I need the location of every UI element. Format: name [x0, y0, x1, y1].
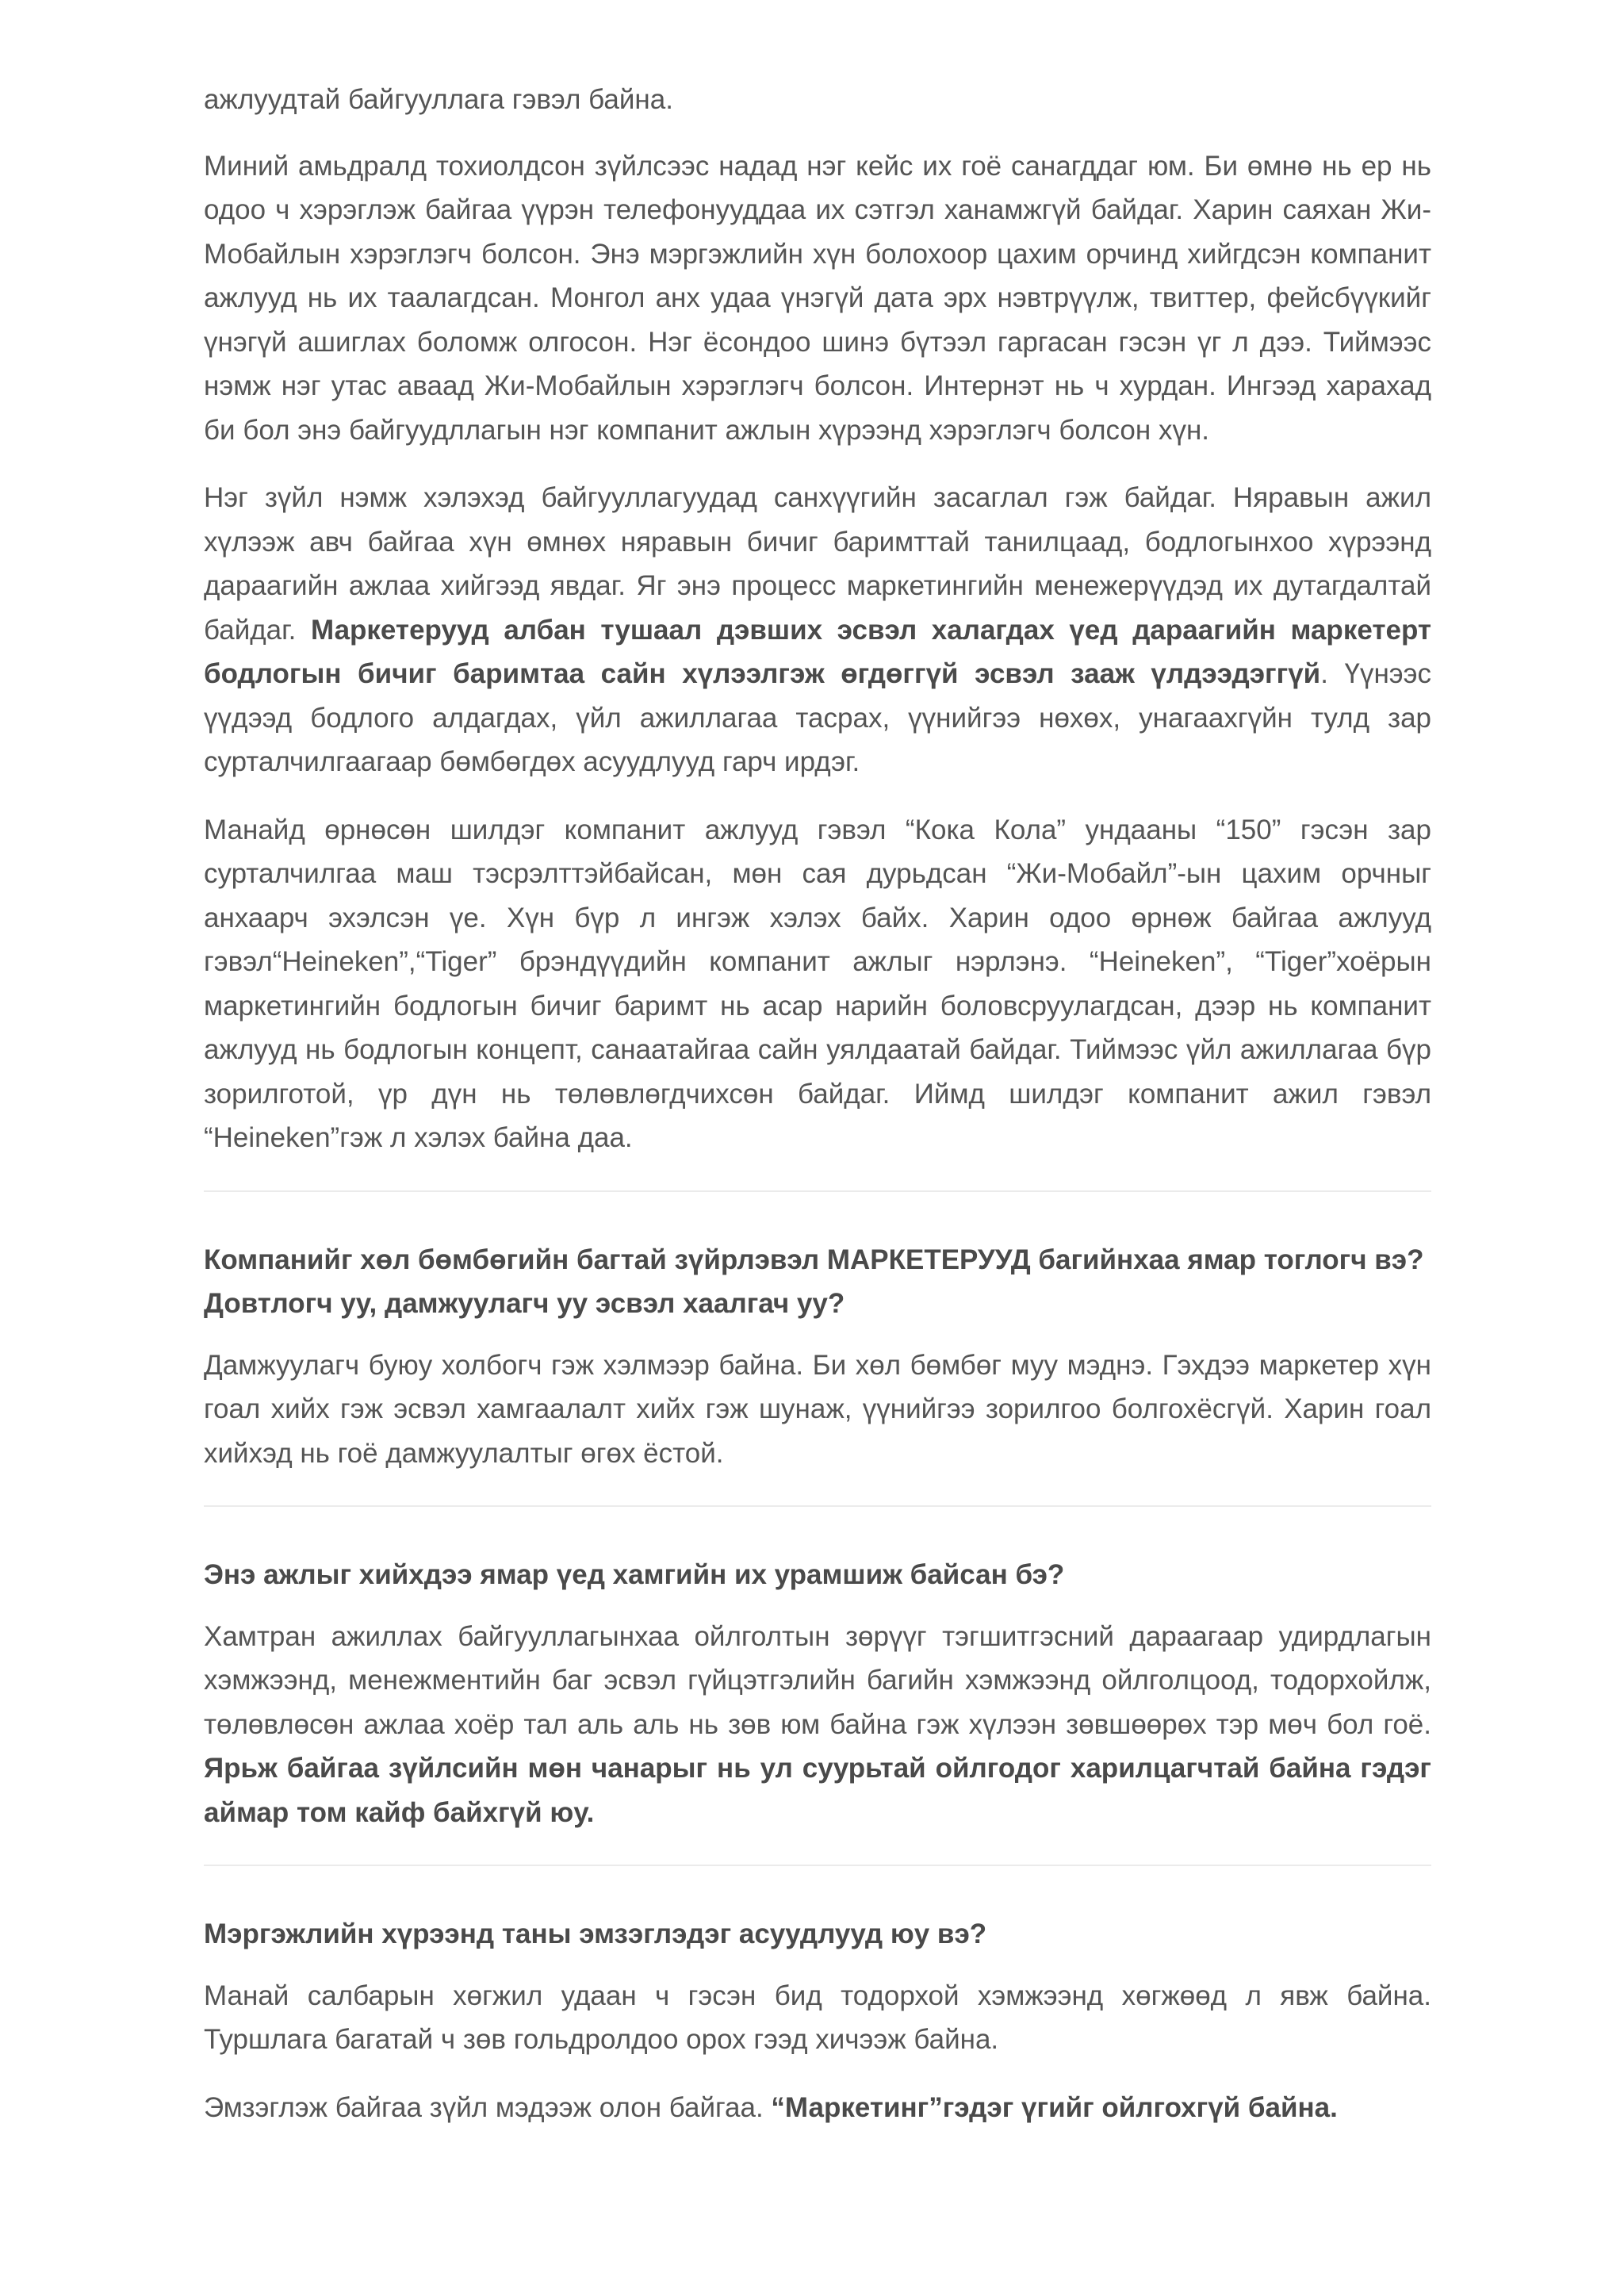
paragraph-case: Миний амьдралд тохиолдсон зүйлсээс надад нэг кейс их гоё санагддаг юм. Би өмнө нь ер нь одоо ч хэрэглэж байгаа үүрэн телефонууддаа их сэтгэл ханамжгүй байдаг. Харин саяхан Жи-Мобайлын хэрэглэгч болсон. Энэ мэргэжлийн хүн болохоор цахим орчинд хийгдсэн компанит ажлууд нь их таалагдсан. Монгол анх удаа үнэгүй дата эрх нэвтрүүлж, твиттер, фейсбүүкийг үнэгүй ашиглах боломж олгосон. Нэг ёсондоо шинэ бүтээл гаргасан гэсэн үг л дээ. Тиймээс нэмж нэг утас аваад Жи-Мобайлын хэрэглэгч болсон. Интернэт нь ч хурдан. Ингээд харахад би бол энэ байгуудллагын нэг компанит ажлын хүрээнд хэрэглэгч болсон хүн. [204, 150, 1431, 446]
paragraph-policy-bold: Маркетерууд албан тушаал дэвших эсвэл халагдах үед дараагийн маркетерт бодлогын бичиг баримтаа сайн хүлээлгэж өгдөггүй эсвэл зааж үлдээдэггүй [204, 614, 1431, 689]
paragraph-policy-text-a: Нэг зүйл нэмж хэлэхэд байгууллагуудад санхүүгийн засаглал гэж байдаг. Няравын ажил хүлээж авч байгаа хүн өмнөх няравын бичиг баримттай танилцаад, бодлогынхоо хүрээнд дараагийн ажлаа хийгээд явдаг. Яг энэ процесс маркетингийн менежерүүдэд их дутагдалтай байдаг. [204, 482, 1431, 646]
question-football: Компанийг хөл бөмбөгийн багтай зүйрлэвэл МАРКЕТЕРУУД багийнхаа ямар тоглогч вэ?Довтлогч уу, дамжуулагч уу эсвэл хаалгач уу? [204, 1244, 1424, 1319]
section-divider [204, 1190, 1431, 1192]
answer-concerns-2-text: Эмзэглэж байгаа зүйл мэдээж олон байгаа. [204, 2091, 772, 2123]
answer-concerns-2-bold: “Маркетинг”гэдэг үгийг ойлгохгүй байна. [771, 2091, 1338, 2123]
question-concerns: Мэргэжлийн хүрээнд таны эмзэглэдэг асуудлууд юу вэ? [204, 1918, 987, 1949]
section-divider [204, 1505, 1431, 1507]
answer-inspired [204, 1615, 1431, 1835]
question-inspired: Энэ ажлыг хийхдээ ямар үед хамгийн их урамшиж байсан бэ? [204, 1559, 1065, 1590]
section-divider [204, 1865, 1431, 1866]
paragraph-brands: Манайд өрнөсөн шилдэг компанит ажлууд гэвэл “Кока Кола” ундааны “150” гэсэн зар сурталчилгаа маш тэсрэлттэйбайсан, мөн сая дурьдсан “Жи-Мобайл”-ын цахим орчныг анхаарч эхэлсэн үе. Хүн бүр л ингэж хэлэх байх. Харин одоо өрнөж байгаа ажлууд гэвэл“Heineken”,“Tiger” брэндүүдийн компанит ажлыг нэрлэнэ. “Heineken”, “Tiger”хоёрын маркетингийн бодлогын бичиг баримт нь асар нарийн боловсруулагдсан, дээр нь компанит ажлууд нь бодлогын концепт, санаатайгаа сайн уялдаатай байдаг. Тиймээс үйл ажиллагаа бүр зорилготой, үр дүн нь төлөвлөгдчихсөн байдаг. Иймд шилдэг компанит ажил гэвэл “Heineken”гэж л хэлэх байна даа. [204, 814, 1431, 1153]
answer-inspired-text: Хамтран ажиллах байгууллагынхаа ойлголтын зөрүүг тэгшитгэсний дараагаар удирдлагын хэмжээнд, менежментийн баг эсвэл гүйцэтгэлийн багийн хэмжээнд ойлголцоод, тодорхойлж, төлөвлөсөн ажлаа хоёр тал аль аль нь зөв юм байна гэж хүлээн зөвшөөрөх тэр мөч бол гоё. [204, 1620, 1431, 1740]
answer-inspired-bold: Ярьж байгаа зүйлсийн мөн чанарыг нь ул суурьтай ойлгодог харилцагчтай байна гэдэг аймар том кайф байхгүй юу. [204, 1753, 1431, 1828]
paragraph-policy-text-b: . Үүнээс үүдээд бодлого алдагдах, үйл ажиллагаа тасрах, үүнийгээ нөхөх, унагаахгүйн тулд зар сурталчилгаагаар бөмбөгдөх асуудлууд гарч ирдэг. [204, 658, 1431, 777]
answer-concerns-2 [204, 2086, 1431, 2130]
paragraph-intro-tail: ажлуудтай байгууллага гэвэл байна. [204, 84, 673, 115]
paragraph-policy [204, 476, 1431, 784]
interview-article [204, 78, 1431, 2129]
answer-concerns-1: Манай салбарын хөгжил удаан ч гэсэн бид тодорхой хэмжээнд хөгжөөд л явж байна. Туршлага багатай ч зөв гольдролдоо орох гээд хичээж байна. [204, 1980, 1431, 2055]
answer-football: Дамжуулагч буюу холбогч гэж хэлмээр байна. Би хөл бөмбөг муу мэднэ. Гэхдээ маркетер хүн гоал хийх гэж эсвэл хамгаалалт хийх гэж шунаж, үүнийгээ зорилгоо болгохёсгүй. Харин гоал хийхэд нь гоё дамжуулалтыг өгөх ёстой. [204, 1349, 1431, 1469]
